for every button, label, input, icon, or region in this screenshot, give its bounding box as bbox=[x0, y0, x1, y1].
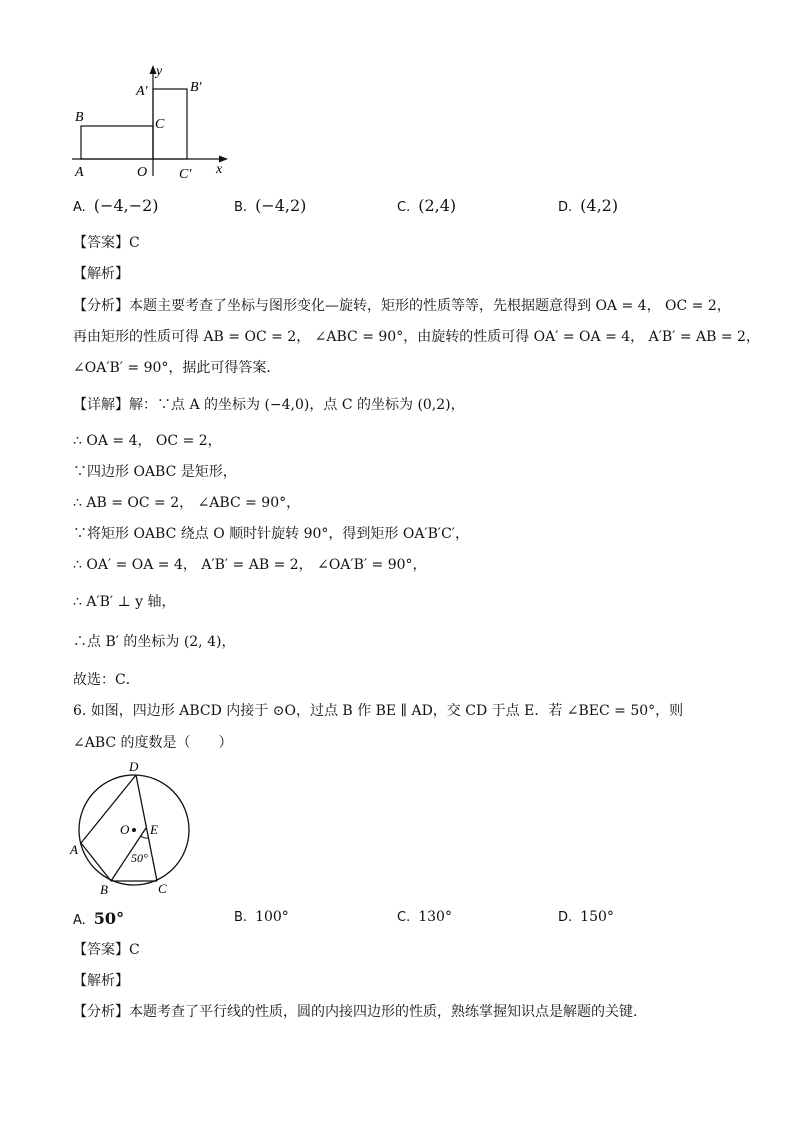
q5-detail-line-3: ∵四边形 OABC 是矩形， bbox=[73, 464, 237, 480]
q5-analysis-line-1: 【分析】本题主要考查了坐标与图形变化—旋转，矩形的性质等等，先根据题意得到 OA = 4， OC = 2， bbox=[73, 298, 731, 314]
option-value: (2,4) bbox=[418, 196, 457, 215]
q5-answer: 【答案】C bbox=[73, 235, 140, 251]
option-value: 100° bbox=[255, 909, 289, 925]
q6-stem-line-1: 6. 如图，四边形 ABCD 内接于 ⊙O，过点 B 作 BE ∥ AD，交 CD 于点 E．若 ∠BEC = 50°，则 bbox=[73, 703, 684, 719]
q5-option-b[interactable] bbox=[234, 196, 306, 215]
option-value: 50° bbox=[93, 909, 125, 928]
label-o: O bbox=[137, 165, 148, 180]
label-x: x bbox=[216, 162, 223, 177]
q5-analysis-line-2: 再由矩形的性质可得 AB = OC = 2， ∠ABC = 90°，由旋转的性质可得 OA′ = OA = 4， A′B′ = AB = 2， bbox=[73, 329, 760, 345]
q5-detail-line-7: ∴ A′B′ ⊥ y 轴， bbox=[73, 594, 176, 610]
label-a: A bbox=[75, 165, 84, 180]
option-value: 150° bbox=[580, 909, 614, 925]
option-key: C. bbox=[397, 910, 411, 925]
label-d: D bbox=[129, 759, 139, 774]
q5-choice: 故选：C． bbox=[73, 672, 140, 688]
option-value: (−4,2) bbox=[255, 196, 307, 215]
label-b: B bbox=[100, 882, 108, 897]
q6-analysis-head: 【解析】 bbox=[73, 973, 129, 989]
q5-detail-line-6: ∴ OA′ = OA = 4， A′B′ = AB = 2， ∠OA′B′ = 90°， bbox=[73, 557, 427, 573]
label-c-prime: C′ bbox=[179, 167, 192, 182]
option-value: (−4,−2) bbox=[93, 196, 159, 215]
figure-rectangle-rotation bbox=[68, 60, 238, 182]
q5-detail-line-8: ∴点 B′ 的坐标为 (2, 4)， bbox=[73, 634, 236, 650]
option-key: A. bbox=[73, 913, 86, 928]
option-key: D. bbox=[558, 910, 573, 925]
q6-option-b[interactable] bbox=[234, 909, 289, 925]
q5-detail-line-1: 【详解】解：∵点 A 的坐标为 (−4,0)，点 C 的坐标为 (0,2)， bbox=[73, 397, 465, 413]
q5-option-c[interactable] bbox=[397, 196, 456, 215]
q6-analysis-line-1: 【分析】本题考查了平行线的性质，圆的内接四边形的性质，熟练掌握知识点是解题的关键． bbox=[73, 1004, 647, 1020]
q6-option-d[interactable] bbox=[558, 909, 614, 925]
option-key: D. bbox=[558, 200, 573, 215]
q5-detail-line-2: ∴ OA = 4， OC = 2， bbox=[73, 433, 222, 449]
q5-option-a[interactable] bbox=[73, 196, 159, 215]
label-a-prime: A′ bbox=[136, 84, 148, 99]
q6-option-c[interactable] bbox=[397, 909, 452, 925]
label-b-prime: B′ bbox=[190, 80, 202, 95]
label-c: C bbox=[158, 881, 167, 896]
label-e: E bbox=[150, 822, 158, 837]
option-key: C. bbox=[397, 200, 411, 215]
option-key: A. bbox=[73, 200, 86, 215]
option-value: 130° bbox=[418, 909, 452, 925]
q6-option-a[interactable] bbox=[73, 909, 124, 928]
label-y: y bbox=[156, 64, 163, 79]
q5-detail-line-5: ∵将矩形 OABC 绕点 O 顺时针旋转 90°，得到矩形 OA′B′C′， bbox=[73, 526, 469, 542]
label-b: B bbox=[75, 110, 84, 125]
label-angle-50: 50° bbox=[131, 851, 148, 865]
q6-answer: 【答案】C bbox=[73, 942, 140, 958]
label-o: O bbox=[120, 822, 130, 837]
label-a: A bbox=[70, 842, 78, 857]
q5-analysis-head: 【解析】 bbox=[73, 266, 129, 282]
label-c: C bbox=[155, 117, 165, 132]
q5-option-d[interactable] bbox=[558, 196, 618, 215]
option-value: (4,2) bbox=[580, 196, 619, 215]
q6-stem-line-2: ∠ABC 的度数是（ ） bbox=[73, 735, 233, 751]
figure-cyclic-quadrilateral bbox=[66, 758, 198, 898]
option-key: B. bbox=[234, 910, 248, 925]
q5-detail-line-4: ∴ AB = OC = 2， ∠ABC = 90°， bbox=[73, 495, 301, 511]
q5-analysis-line-3: ∠OA′B′ = 90°，据此可得答案． bbox=[73, 360, 281, 376]
option-key: B. bbox=[234, 200, 248, 215]
